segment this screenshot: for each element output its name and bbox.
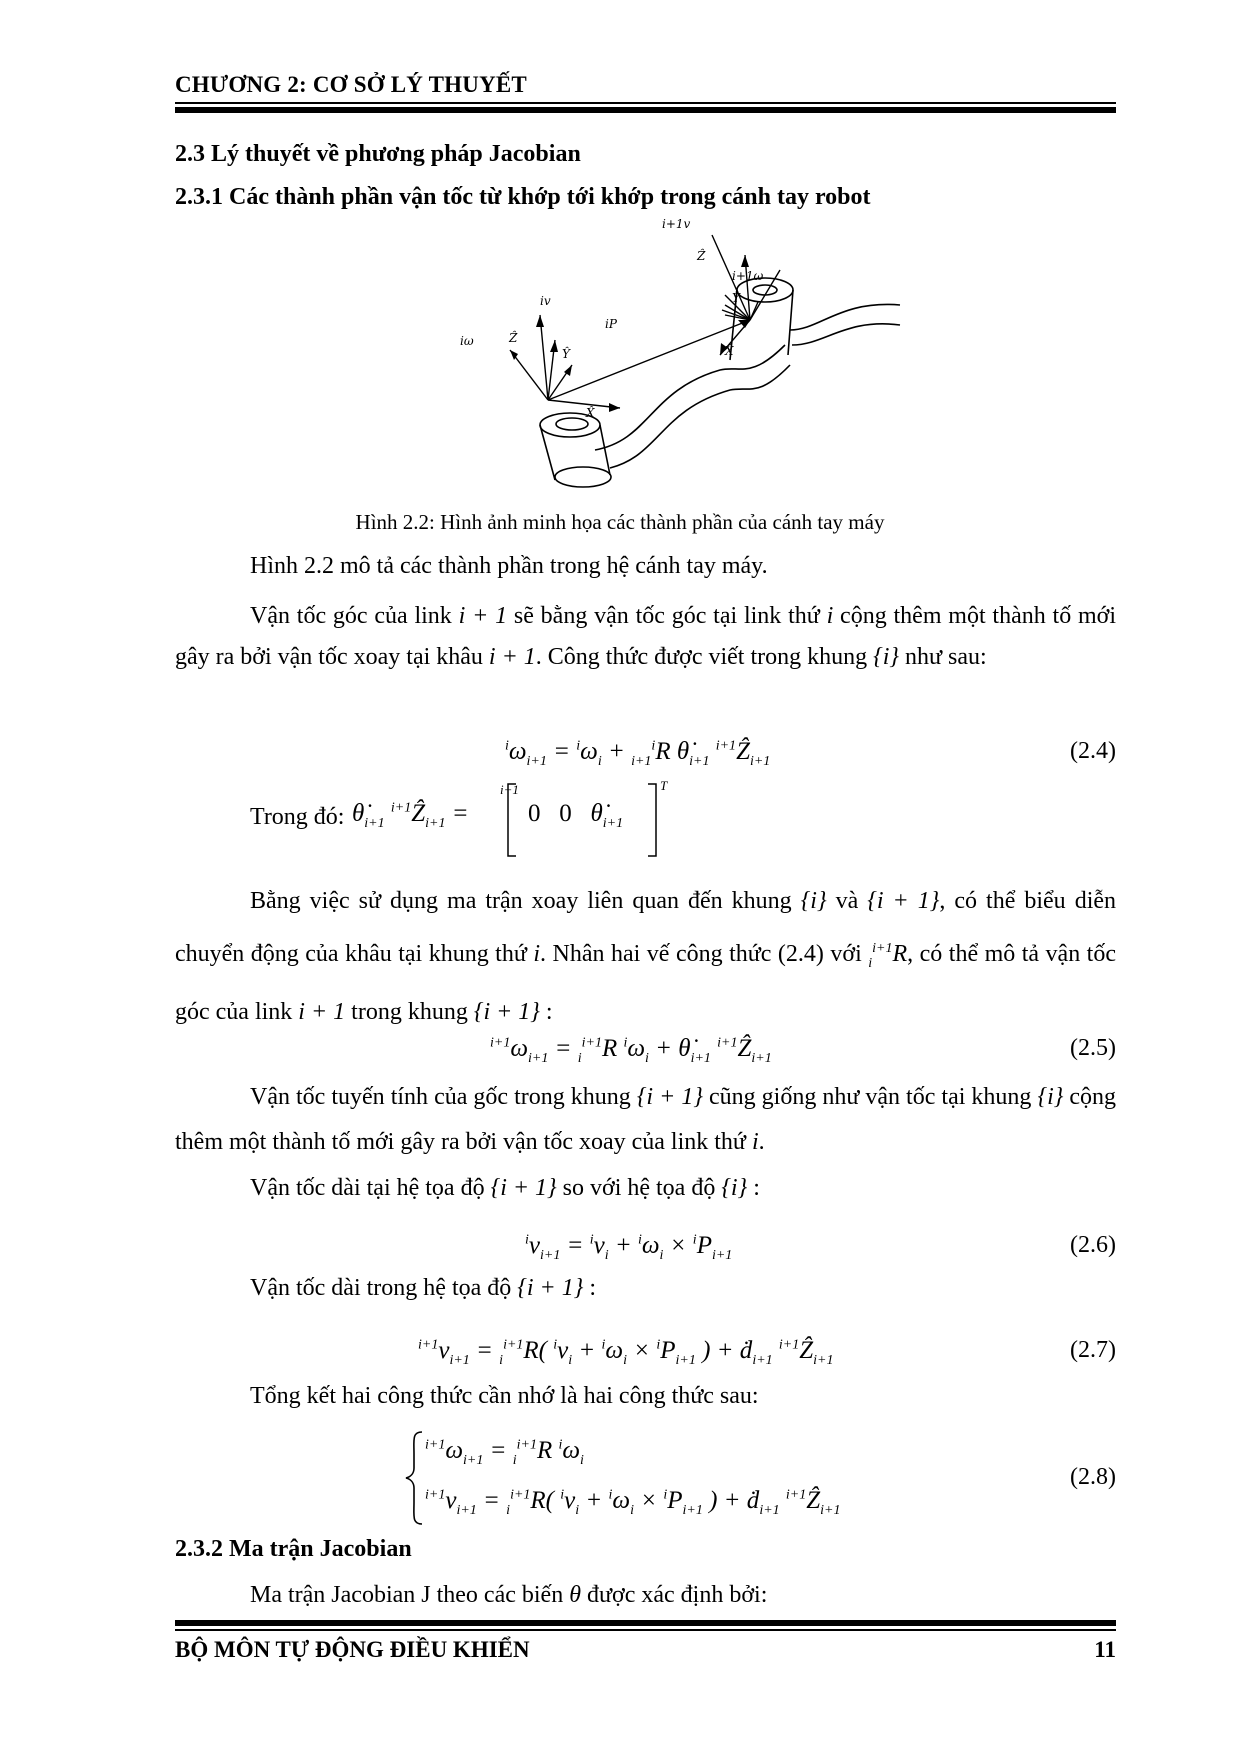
- section-heading-2-3-2: 2.3.2 Ma trận Jacobian: [175, 1536, 412, 1562]
- fig-label-y-next: Ŷ: [732, 291, 740, 305]
- equation-2-5: $^{i+1}\omega_{i+1} = _i^{i+1}R$ $^i\omega_i$ + $\thetȧ_{i+1}$ $^{i+1}$Ẑ$_{i+1}$: [490, 1035, 772, 1066]
- fig-label-x-next: X̂: [725, 344, 734, 358]
- equation-number-2-5: (2.5): [1070, 1035, 1116, 1061]
- paragraph-summary: Tổng kết hai công thức cần nhớ là hai công thức sau:: [250, 1383, 759, 1409]
- paragraph-linear-velocity-frame-i1: Vận tốc dài trong hệ tọa độ {i + 1} :: [250, 1275, 596, 1301]
- equation-2-4: $^i\omega_{i+1} = ^i\omega_i + _{i+1}^iR$ $\thetȧ_{i+1}$ $^{i+1}$Ẑ$_{i+1}$: [505, 738, 771, 769]
- robot-arm-figure: [460, 217, 900, 500]
- where-label: Trong đó:: [250, 804, 345, 830]
- fig-label-y-i: Ŷ: [562, 347, 570, 361]
- equation-where: $\thetȧ_{i+1}$ $^{i+1}$Ẑ$_{i+1}$ =: [352, 800, 469, 831]
- matrix-content: 0 0 $\thetȧ_{i+1}$: [528, 800, 624, 831]
- footer-rule-thick: [175, 1620, 1116, 1626]
- section-heading-2-3: 2.3 Lý thuyết về phương pháp Jacobian: [175, 141, 581, 167]
- header-rule-thin: [175, 102, 1116, 104]
- fig-label-p: iP: [605, 317, 617, 331]
- svg-text:T: T: [660, 778, 668, 793]
- fig-label-w-next: i+1ω: [732, 269, 764, 283]
- figure-caption: Hình 2.2: Hình ảnh minh họa các thành phần của cánh tay máy: [355, 510, 885, 534]
- fig-label-v-i: iv: [540, 294, 551, 308]
- paragraph-intro: Hình 2.2 mô tả các thành phần trong hệ cánh tay máy.: [250, 553, 768, 579]
- fig-label-z-next: Ẑ: [697, 249, 706, 263]
- equation-2-7: $^{i+1}v_{i+1} = _i^{i+1}R$( $^iv_i + ^i\omega_i \times ^iP_{i+1}$ ) + ḋ$_{i+1}$ $^{i+1}$Ẑ$_{i+1}$: [418, 1337, 834, 1368]
- paragraph-rotation-matrix: Bằng việc sử dụng ma trận xoay liên quan đến khung {i} và {i + 1}, có thể biểu diễn chuyển động của khâu tại khung thứ i. Nhân hai vế công thức (2.4) với $_i^{i+1}$R, có thể mô tả vận tốc góc của link i + 1 trong khung {i + 1} :: [175, 888, 1117, 1025]
- paragraph-angular-velocity: Vận tốc góc của link i + 1 sẽ bằng vận tốc góc tại link thứ i cộng thêm một thành tố mới gây ra bởi vận tốc xoay tại khâu i + 1. Công thức được viết trong khung {i} như sau:: [175, 603, 1117, 670]
- equation-number-2-7: (2.7): [1070, 1337, 1116, 1363]
- paragraph-linear-velocity: Vận tốc tuyến tính của gốc trong khung {i + 1} cũng giống như vận tốc tại khung {i} cộng thêm một thành tố mới gây ra bởi vận tốc xoay của link thứ i.: [175, 1084, 1117, 1155]
- equation-2-8-line-2: $^{i+1}v_{i+1} = _i^{i+1}R$( $^iv_i + ^i\omega_i \times ^iP_{i+1}$ ) + ḋ$_{i+1}$ $^{i+1}$Ẑ$_{i+1}$: [425, 1487, 841, 1518]
- paragraph-jacobian-intro: Ma trận Jacobian J theo các biến θ được xác định bởi:: [250, 1582, 768, 1608]
- chapter-header: CHƯƠNG 2: CƠ SỞ LÝ THUYẾT: [175, 72, 527, 97]
- fig-label-v-next: i+1v: [662, 217, 691, 231]
- footer-rule-thin: [175, 1629, 1116, 1631]
- equation-number-2-4: (2.4): [1070, 738, 1116, 764]
- equation-number-2-6: (2.6): [1070, 1232, 1116, 1258]
- fig-label-z-i: Ẑ: [509, 331, 518, 345]
- svg-text:i+1: i+1: [500, 782, 519, 797]
- fig-label-w-i: iω: [460, 334, 474, 348]
- header-rule-thick: [175, 107, 1116, 113]
- equation-2-6: $^iv_{i+1} = ^iv_i + ^i\omega_i \times ^iP_{i+1}$: [525, 1232, 733, 1263]
- equation-2-8-line-1: $^{i+1}\omega_{i+1} = _i^{i+1}R$ $^i\omega_i$: [425, 1437, 584, 1468]
- paragraph-linear-velocity-frame: Vận tốc dài tại hệ tọa độ {i + 1} so với hệ tọa độ {i} :: [250, 1175, 760, 1201]
- section-heading-2-3-1: 2.3.1 Các thành phần vận tốc từ khớp tới khớp trong cánh tay robot: [175, 184, 871, 210]
- equation-number-2-8: (2.8): [1070, 1464, 1116, 1490]
- footer-department: BỘ MÔN TỰ ĐỘNG ĐIỀU KHIỂN: [175, 1637, 530, 1662]
- page-number: 11: [1094, 1637, 1116, 1662]
- fig-label-x-i: X̂: [586, 406, 595, 420]
